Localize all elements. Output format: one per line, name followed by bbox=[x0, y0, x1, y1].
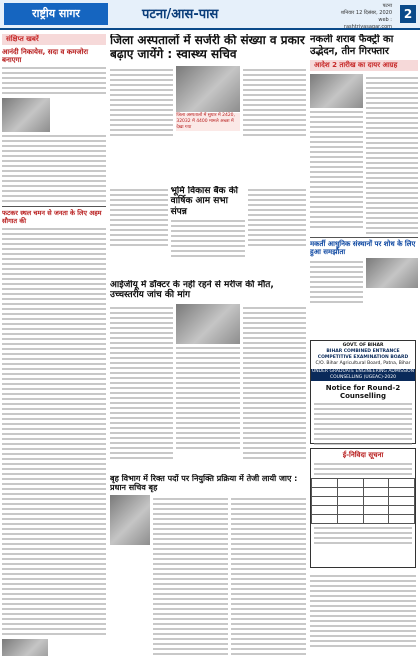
tender-body bbox=[311, 463, 415, 475]
masthead-brand: राष्ट्रीय सागर bbox=[4, 3, 108, 25]
right-kicker: आदेश 2 तारीख का दायर आग्रह bbox=[310, 60, 418, 71]
doctor-body-row bbox=[110, 304, 306, 459]
notice-board: BIHAR COMBINED ENTRANCE COMPETITIVE EXAMINATION BOARD bbox=[317, 349, 409, 360]
lead-photo-block bbox=[176, 66, 239, 136]
masthead bbox=[0, 0, 420, 30]
tender-title: ई-निविदा सूचना bbox=[342, 451, 384, 459]
notice-band: UNDER GRADUATE ENGINEERING ADMISSION COUNSELLING (UGEAC)-2020 bbox=[311, 369, 415, 380]
bank-body-b bbox=[171, 220, 246, 257]
left-body-1 bbox=[2, 67, 106, 94]
vacancy-body-b bbox=[231, 495, 306, 656]
research-photo bbox=[366, 258, 419, 288]
left-divider bbox=[2, 206, 106, 207]
tender-row bbox=[312, 488, 415, 497]
research-row bbox=[310, 258, 418, 303]
left-column bbox=[2, 34, 106, 656]
doctor-story bbox=[110, 280, 306, 470]
bank-body-c bbox=[248, 186, 306, 257]
vacancy-body-a bbox=[153, 495, 228, 656]
left-body-2 bbox=[2, 228, 106, 635]
doctor-body-a bbox=[110, 304, 173, 459]
doctor-headline: आईजीयू में डॉक्टर के नहीं रहने से मरीज की मौत, उच्चस्तरीय जांच की मांग bbox=[110, 280, 274, 301]
right-bottom-body bbox=[310, 575, 416, 647]
page-number: 2 bbox=[400, 5, 416, 23]
left-photo-1 bbox=[2, 98, 50, 132]
doctor-photo bbox=[176, 304, 239, 344]
left-kicker: संक्षिप्त खबरें bbox=[2, 34, 106, 45]
lead-photo-caption: जिला अस्पतालों में सुधार में 2420, 32032 में 4400 मामले अच्छा में देखा गया bbox=[176, 113, 239, 131]
bank-story-row bbox=[110, 186, 306, 257]
bank-headline: भूमि विकास बैंक की वार्षिक आम सभा संपन्न bbox=[170, 186, 238, 217]
left-photo-2 bbox=[2, 639, 48, 656]
bank-body-a bbox=[110, 186, 168, 257]
masthead-info-web: web : rashtriyasagar.com bbox=[343, 17, 392, 30]
tender-advertisement bbox=[310, 448, 416, 568]
research-body-a bbox=[310, 258, 363, 303]
tender-row bbox=[312, 506, 415, 515]
lead-headline: जिला अस्पतालों में सर्जरी की संख्या व प्रकार बढ़ाए जायेंगे : स्वास्थ्य सचिव bbox=[110, 34, 305, 61]
right-body-a bbox=[310, 111, 363, 228]
tender-row bbox=[312, 515, 415, 524]
doctor-body-b bbox=[176, 347, 239, 449]
right-headline: नकली शराब फैक्ट्री का उद्भेदन, तीन गिरफ्तार bbox=[310, 34, 394, 57]
lead-body-wrap bbox=[110, 66, 306, 136]
left-headline-1: आनंदी निकायेस, सदा व कमजोरा बनाएगा bbox=[2, 48, 89, 65]
right-column bbox=[310, 34, 418, 304]
research-headline: मकर्ती आधुनिक संस्थानों पर शोध के लिए हुआ समझौता bbox=[310, 240, 416, 257]
vacancy-story bbox=[110, 474, 306, 656]
notice-govt: GOVT. OF BIHAR bbox=[342, 343, 384, 348]
masthead-info bbox=[330, 3, 392, 31]
masthead-section-title: पटना/आस-पास bbox=[142, 7, 219, 22]
right-row bbox=[310, 74, 418, 234]
tender-row bbox=[312, 479, 415, 488]
notice-body bbox=[311, 403, 415, 450]
tender-footer bbox=[311, 527, 415, 544]
notice-address: C/O. Bihar Agricultural Board, Patna, Bihar bbox=[315, 361, 411, 366]
tender-table bbox=[311, 478, 415, 524]
bank-headline-block bbox=[171, 186, 246, 257]
right-photo-block bbox=[310, 74, 363, 234]
left-body-1b bbox=[2, 135, 106, 202]
notice-advertisement bbox=[310, 340, 416, 444]
masthead-info-city: पटना bbox=[382, 3, 392, 9]
right-body-b bbox=[366, 74, 419, 234]
bank-story bbox=[110, 186, 306, 276]
vacancy-photo bbox=[110, 495, 150, 545]
vacancy-headline: बृह विभाग में रिक्त पदों पर नियुक्ति प्रक्रिया में तेजी लायी जाए : प्रधान सचिव बृह bbox=[110, 474, 298, 493]
lead-body-a bbox=[110, 66, 173, 136]
masthead-info-date: शनिवार 12 दिसंबर, 2020 bbox=[340, 10, 392, 16]
lead-photo bbox=[176, 66, 239, 112]
right-divider bbox=[310, 237, 418, 238]
lead-body-b bbox=[243, 66, 306, 136]
doctor-photo-block bbox=[176, 304, 239, 459]
tender-row bbox=[312, 497, 415, 506]
vacancy-body-row bbox=[110, 495, 306, 656]
right-bottom-story bbox=[310, 572, 416, 656]
right-photo bbox=[310, 74, 363, 108]
left-headline-2: फटकर स्थल चमन से जनता के लिए अहम सौगात की bbox=[2, 209, 102, 225]
notice-title: Notice for Round-2 Counselling bbox=[325, 384, 401, 400]
lead-story bbox=[110, 34, 306, 184]
doctor-body-c bbox=[243, 304, 306, 459]
